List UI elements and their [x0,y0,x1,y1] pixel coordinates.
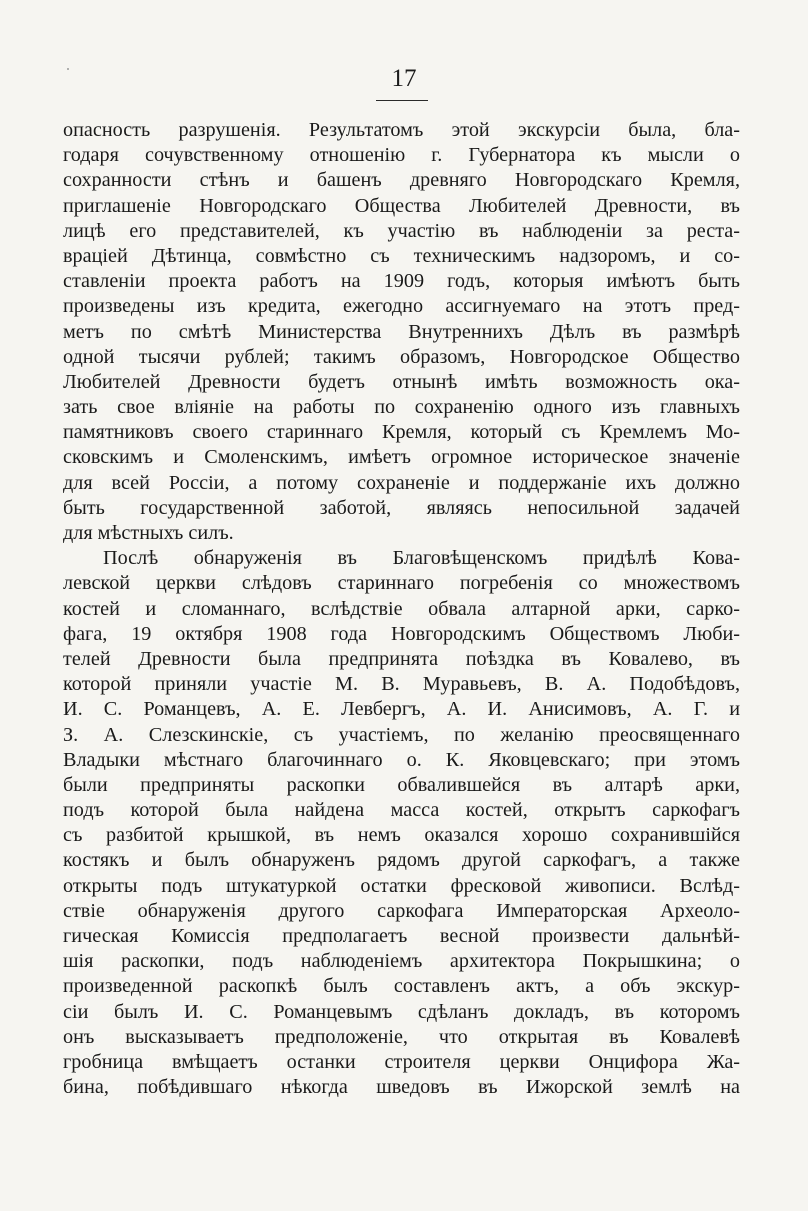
text-line: гическая Комиссія предполагаетъ весной произвести дальнѣй- [63,925,740,947]
text-line: для всей Россіи, а потому сохраненіе и поддержаніе ихъ должно [63,471,740,494]
text-line: Любителей Древности будетъ отнынѣ имѣть возможность ока- [63,370,740,393]
text-line: бина, побѣдившаго нѣкогда шведовъ въ Ижорской землѣ на [63,1076,740,1099]
text-line: сіи былъ И. С. Романцевымъ сдѣланъ докладъ, въ которомъ [63,1000,740,1023]
text-line: подъ которой была найдена масса костей, открытъ саркофагъ [63,799,740,822]
paragraph-2 [63,546,740,1100]
text-line: сковскимъ и Смоленскимъ, имѣетъ огромное историческое значеніе [63,446,740,469]
text-line: шія раскопки, подъ наблюденіемъ архитектора Покрышкина; о [63,950,740,973]
text-line: телей Древности была предпринята поѣздка въ Ковалево, въ [63,647,740,670]
text-line: враціей Дѣтинца, совмѣстно съ техническимъ надзоромъ, и со- [63,244,740,267]
paragraph-1 [63,118,740,546]
text-line: лицѣ его представителей, къ участію въ наблюденіи за реста- [63,219,740,242]
text-line: приглашеніе Новгородскаго Общества Любителей Древности, въ [63,194,740,217]
text-line: сохранности стѣнъ и башенъ древняго Новгородскаго Кремля, [63,169,740,192]
paper-speck [67,68,69,70]
text-line: Владыки мѣстнаго благочиннаго о. К. Яковцевскаго; при этомъ [63,748,740,771]
text-line: были предприняты раскопки обвалившейся въ алтарѣ арки, [63,773,740,796]
text-line: ствіе обнаруженія другого саркофага Императорская Археоло- [63,899,740,922]
text-line: Послѣ обнаруженія въ Благовѣщенскомъ придѣлѣ Кова- [103,547,740,570]
text-line: для мѣстныхъ силъ. [63,522,234,544]
text-line: быть государственной заботой, являясь непосильной задачей [63,496,740,519]
text-line: ставленіи проекта работъ на 1909 годъ, которыя имѣютъ быть [63,270,740,293]
page-number-rule [376,100,428,101]
text-line: фага, 19 октября 1908 года Новгородскимъ Обществомъ Люби- [63,622,740,645]
text-line: произведенной раскопкѣ былъ составленъ актъ, а объ экскур- [63,975,740,998]
text-line: произведены изъ кредита, ежегодно ассигнуемаго на этотъ пред- [63,295,740,318]
text-line: которой приняли участіе М. В. Муравьевъ, В. А. Подобѣдовъ, [63,673,740,696]
text-line: метъ по смѣтѣ Министерства Внутреннихъ Дѣлъ въ размѣрѣ [63,320,740,343]
page-number: 17 [391,65,417,92]
text-line: памятниковъ своего стариннаго Кремля, который съ Кремлемъ Мо- [63,421,740,444]
text-line: онъ высказываетъ предположеніе, что открытая въ Ковалевѣ [63,1025,740,1048]
body-text [63,118,740,1100]
text-line: костей и сломаннаго, вслѣдствіе обвала алтарной арки, сарко- [63,597,740,620]
text-line: И. С. Романцевъ, А. Е. Левбергъ, А. И. Анисимовъ, А. Г. и [63,698,740,721]
text-line: одной тысячи рублей; такимъ образомъ, Новгородское Общество [63,345,740,368]
text-line: опасность разрушенія. Результатомъ этой экскурсіи была, бла- [63,119,740,141]
text-line: левской церкви слѣдовъ стариннаго погребенія со множествомъ [63,572,740,595]
text-line: съ разбитой крышкой, въ немъ оказался хорошо сохранившійся [63,824,740,847]
text-line: открыты подъ штукатуркой остатки фресковой живописи. Вслѣд- [63,874,740,897]
text-line: костякъ и былъ обнаруженъ рядомъ другой саркофагъ, а также [63,849,740,872]
text-line: гробница вмѣщаетъ останки строителя церкви Онцифора Жа- [63,1050,740,1073]
text-line: годаря сочувственному отношенію г. Губернатора къ мысли о [63,144,740,167]
text-line: З. А. Слезскинскіе, съ участіемъ, по желанію преосвященнаго [63,723,740,746]
text-line: зать свое вліяніе на работы по сохраненію одного изъ главныхъ [63,396,740,419]
